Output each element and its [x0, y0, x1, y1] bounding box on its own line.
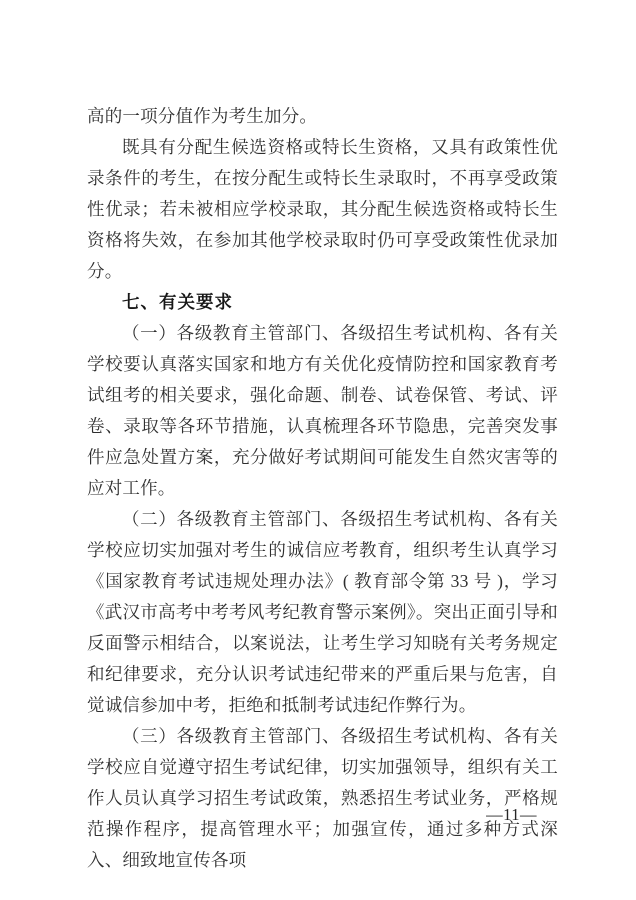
section-heading: 七、有关要求: [122, 292, 233, 312]
paragraph: （一）各级教育主管部门、各级招生考试机构、各有关学校要认真落实国家和地方有关优化疫情防控和国家教育考试组考的相关要求，强化命题、制卷、试卷保管、考试、评卷、录取等各环节措施，认真梳理各环节隐患，完善突发事件应急处置方案，充分做好考试期间可能发生自然灾害等的应对工作。: [87, 323, 558, 498]
page-number: —11—: [486, 805, 537, 824]
paragraph: （三）各级教育主管部门、各级招生考试机构、各有关学校应自觉遵守招生考试纪律，切实加强领导，组织有关工作人员认真学习招生考试政策，熟悉招生考试业务，严格规范操作程序，提高管理水平；加强宣传，通过多种方式深入、细致地宣传各项: [87, 726, 558, 870]
document-body: [87, 101, 558, 876]
paragraph: （二）各级教育主管部门、各级招生考试机构、各有关学校应切实加强对考生的诚信应考教育，组织考生认真学习《国家教育考试违规处理办法》( 教育部令第 33 号 )，学习《武汉市高考中考考风考纪教育警示案例》。突出正面引导和反面警示相结合，以案说法，让考生学习知晓有关考务规定和纪律要求，充分认识考试违纪带来的严重后果与危害，自觉诚信参加中考，拒绝和抵制考试违纪作弊行为。: [87, 509, 558, 715]
paragraph-continuation: 高的一项分值作为考生加分。: [87, 106, 318, 126]
paragraph: 既具有分配生候选资格或特长生资格，又具有政策性优录条件的考生，在按分配生或特长生录取时，不再享受政策性优录；若未被相应学校录取，其分配生候选资格或特长生资格将失效，在参加其他学校录取时仍可享受政策性优录加分。: [87, 137, 558, 281]
